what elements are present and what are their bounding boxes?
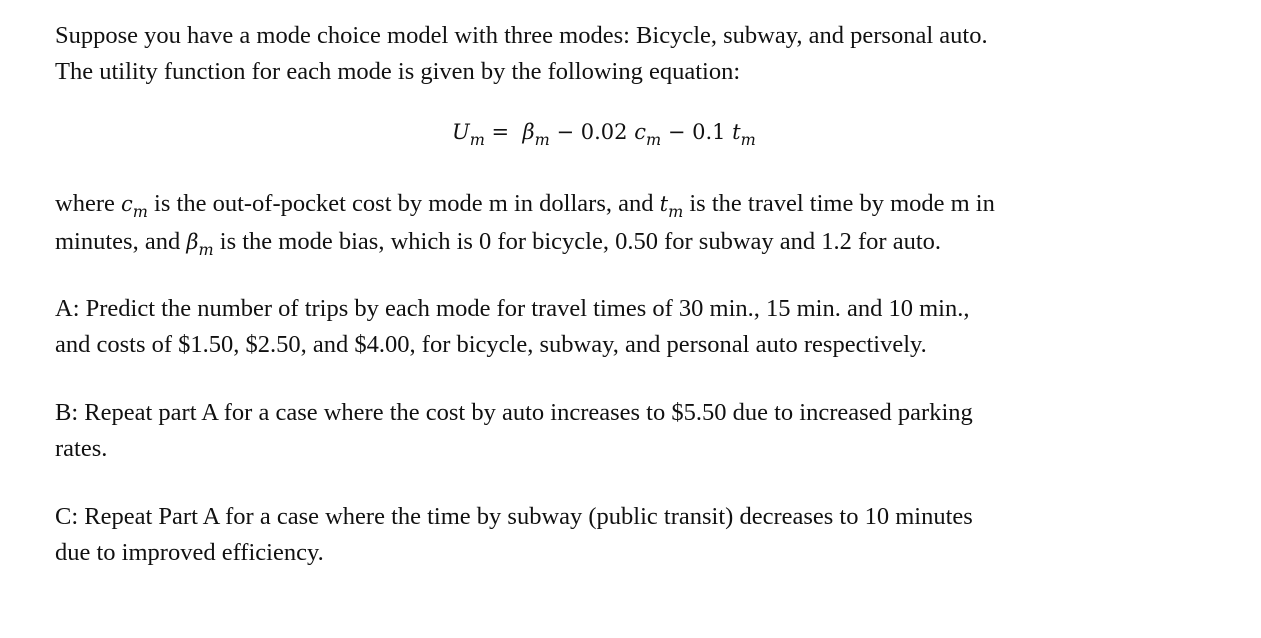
eq-sub: m [469,130,485,149]
math-t: t [659,192,669,216]
math-sub: m [668,202,684,221]
text: is the travel time by mode m in [683,190,995,217]
eq-sub: m [534,130,550,149]
eq-time-coef: − 0.1 [661,120,733,144]
text: is the mode bias, which is 0 for bicycle, 0.50 for subway and 1.2 for auto. [213,228,942,255]
part-a [55,291,1235,363]
part-b-line-1: B: Repeat part A for a case where the cost by auto increases to $5.50 due to increased parking [55,399,973,426]
text: where [55,190,121,217]
part-b [55,395,1235,467]
utility-equation [452,120,756,149]
math-sub: m [132,202,148,221]
part-c-line-1: C: Repeat Part A for a case where the time by subway (public transit) decreases to 10 minutes [55,503,973,530]
eq-sub: m [645,130,662,149]
part-a-line-2: and costs of $1.50, $2.50, and $4.00, for bicycle, subway, and personal auto respectively. [55,331,927,358]
eq-c: c [634,120,646,144]
eq-cost-coef: − 0.02 [549,120,635,144]
part-c [55,499,1235,571]
math-sub: m [198,240,214,259]
where-line-2 [55,224,1235,262]
intro-line-1: Suppose you have a mode choice model with three modes: Bicycle, subway, and personal auto. [55,22,988,49]
math-c: c [120,192,133,216]
intro-line-2: The utility function for each mode is given by the following equation: [55,58,741,85]
eq-beta: β [522,120,535,144]
where-paragraph [55,186,1235,262]
eq-sub: m [740,130,756,149]
eq-u: U [452,120,470,144]
part-a-line-1: A: Predict the number of trips by each mode for travel times of 30 min., 15 min. and 10 min., [55,295,970,322]
math-beta: β [186,230,199,254]
text: minutes, and [55,228,187,255]
part-c-line-2: due to improved efficiency. [55,539,324,566]
part-b-line-2: rates. [55,435,108,462]
text: is the out-of-pocket cost by mode m in dollars, and [147,190,660,217]
intro-paragraph [55,18,1235,90]
eq-equals: = [484,120,523,144]
eq-t: t [732,120,741,144]
where-line-1 [55,186,1235,224]
